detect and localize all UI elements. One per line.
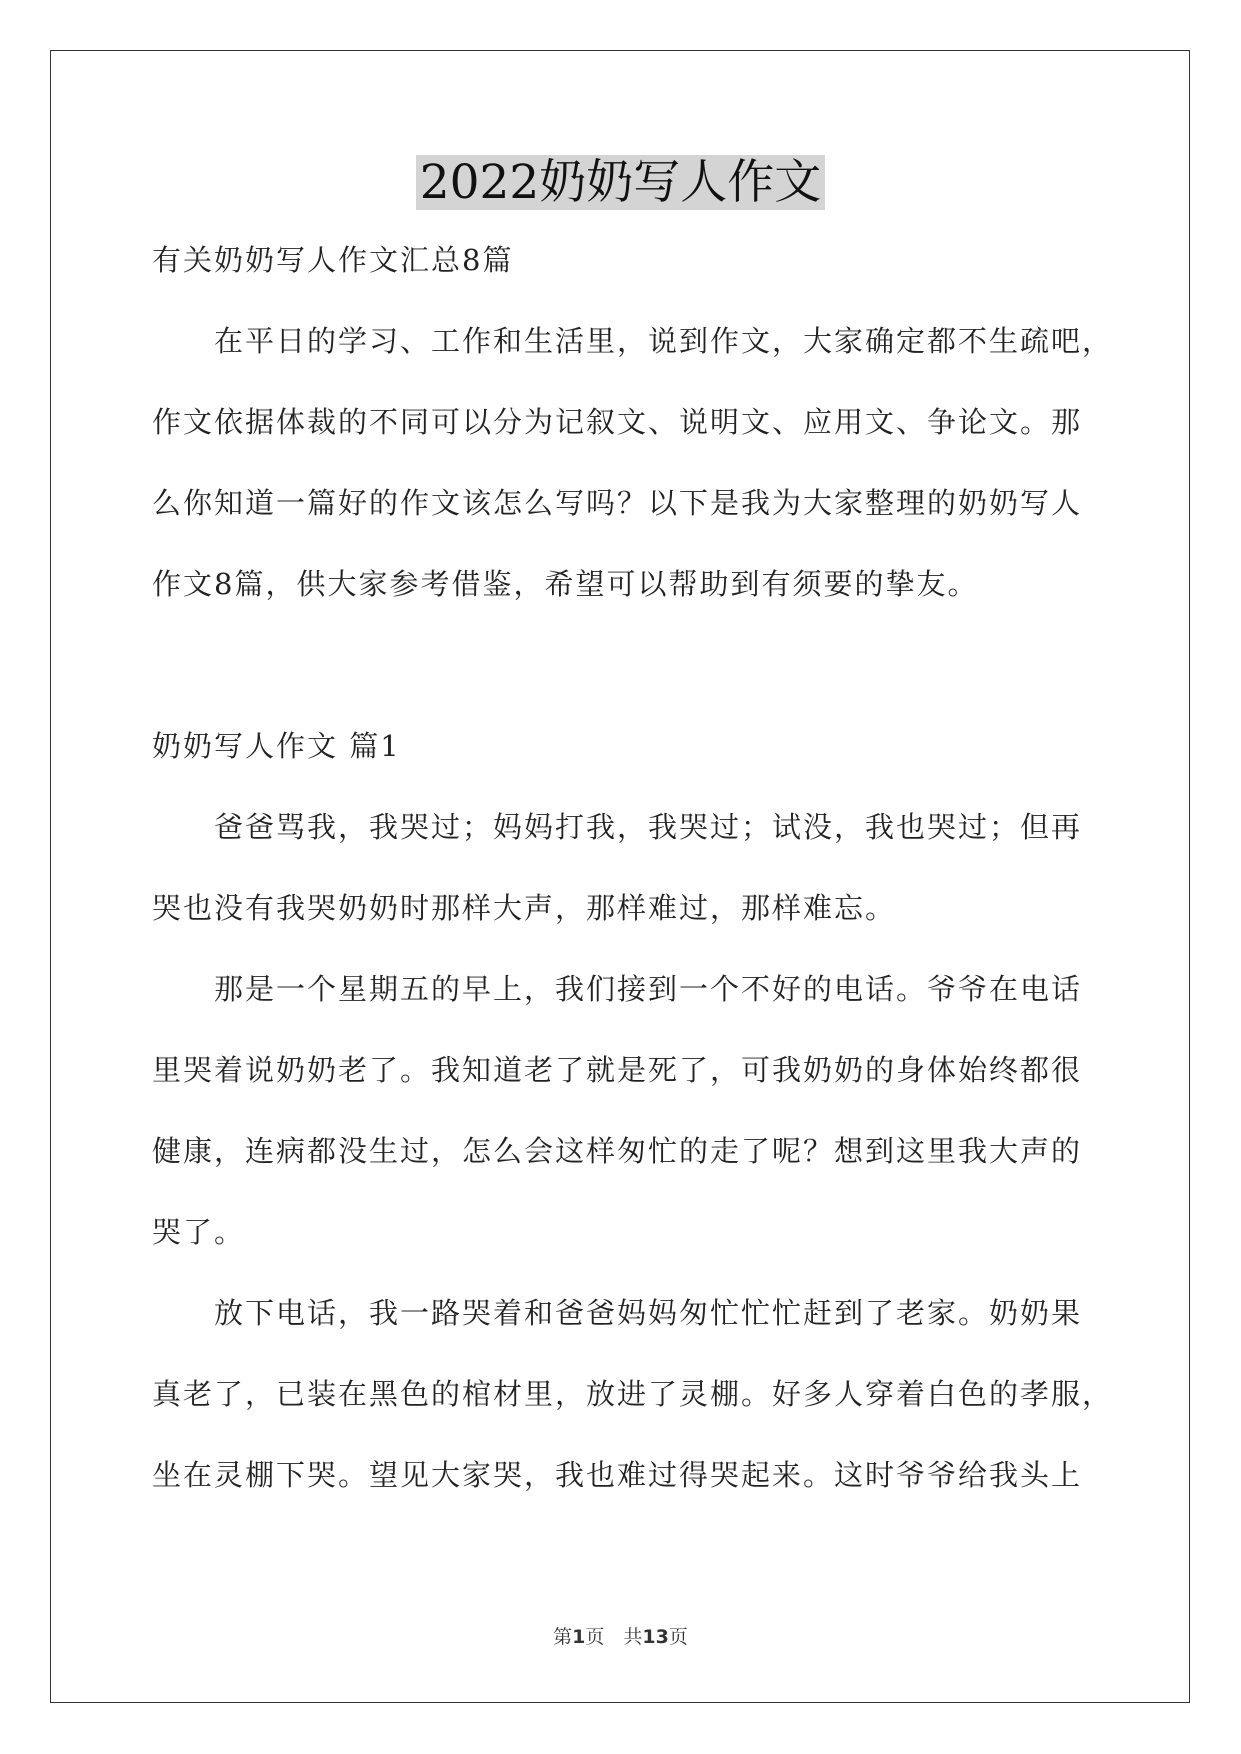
paragraph-line: 坐在灵棚下哭。望见大家哭，我也难过得哭起来。这时爷爷给我头上: [152, 1458, 1083, 1492]
paragraph-line: 那是一个星期五的早上，我们接到一个不好的电话。爷爷在电话: [214, 972, 1083, 1006]
footer-page-current: 1: [572, 1626, 586, 1648]
paragraph-line: 里哭着说奶奶老了。我知道老了就是死了，可我奶奶的身体始终都很: [152, 1053, 1083, 1087]
blank-line: [152, 637, 1092, 718]
footer-page-suffix: 页: [668, 1626, 688, 1648]
footer-page-middle: 页 共: [585, 1626, 643, 1648]
intro-line: 在平日的学习、工作和生活里，说到作文，大家确定都不生疏吧，: [214, 324, 1114, 358]
paragraph-line: 真老了，已装在黑色的棺材里，放进了灵棚。好多人穿着白色的孝服，: [152, 1377, 1114, 1411]
paragraph-line: 哭了。: [152, 1215, 246, 1249]
paragraph-line: 爸爸骂我，我哭过；妈妈打我，我哭过；试没，我也哭过；但再: [214, 810, 1083, 844]
intro-line: 作文8篇，供大家参考借鉴，希望可以帮助到有须要的挚友。: [152, 567, 979, 601]
section-heading: 奶奶写人作文 篇1: [152, 729, 401, 763]
intro-line: 作文依据体裁的不同可以分为记叙文、说明文、应用文、争论文。那: [152, 405, 1083, 439]
footer-page-prefix: 第: [553, 1626, 573, 1648]
document-title: [0, 153, 1241, 213]
paragraph-line: 哭也没有我哭奶奶时那样大声，那样难过，那样难忘。: [152, 891, 897, 925]
document-body: [152, 232, 1114, 1528]
page-footer: [0, 1622, 1241, 1649]
paragraph-line: 放下电话，我一路哭着和爸爸妈妈匆忙忙忙赶到了老家。奶奶果: [214, 1296, 1083, 1330]
document-title-text: 2022奶奶写人作文: [416, 155, 826, 210]
intro-line: 么你知道一篇好的作文该怎么写吗？以下是我为大家整理的奶奶写人: [152, 486, 1083, 520]
paragraph-line: 健康，连病都没生过，怎么会这样匆忙的走了呢？想到这里我大声的: [152, 1134, 1083, 1168]
document-subtitle: 有关奶奶写人作文汇总8篇: [152, 243, 514, 277]
footer-page-total: 13: [642, 1626, 669, 1648]
